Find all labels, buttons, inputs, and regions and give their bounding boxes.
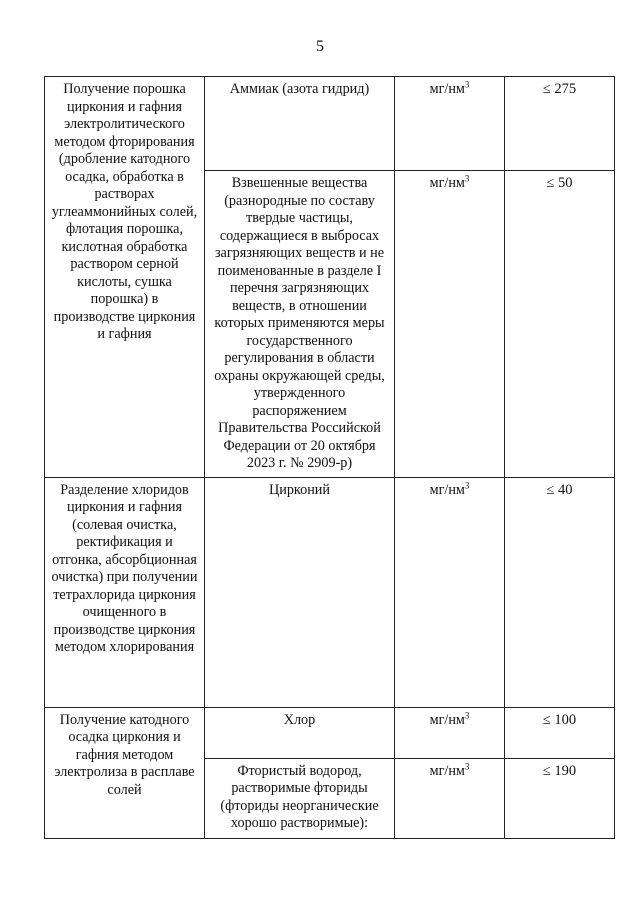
limit-cell: ≤ 190 xyxy=(505,758,615,838)
unit-cell: $мг/нм^3$ xyxy=(395,171,505,478)
unit-cell: $мг/нм^3$ xyxy=(395,77,505,171)
page-number: 5 xyxy=(316,38,324,55)
table-row xyxy=(45,707,615,758)
substance-cell: Хлор xyxy=(205,707,395,758)
unit-cell: $мг/нм^3$ xyxy=(395,477,505,707)
limit-cell: ≤ 50 xyxy=(505,171,615,478)
limit-cell: ≤ 40 xyxy=(505,477,615,707)
substance-cell: Аммиак (азота гидрид) xyxy=(205,77,395,171)
process-cell: Разделение хлоридов циркония и гафния (солевая очистка, ректификация и отгонка, абсорбционная очистка) при получении тетрахлорида циркония очищенного в производстве циркония методом хлорирования xyxy=(45,477,205,707)
unit-cell: $мг/нм^3$ xyxy=(395,707,505,758)
substance-cell: Цирконий xyxy=(205,477,395,707)
limit-cell: ≤ 100 xyxy=(505,707,615,758)
unit-cell: $мг/нм^3$ xyxy=(395,758,505,838)
table-row xyxy=(45,477,615,707)
table-row xyxy=(45,77,615,171)
emission-limits-table xyxy=(44,76,615,839)
limit-cell: ≤ 275 xyxy=(505,77,615,171)
process-cell: Получение порошка циркония и гафния электролитического методом фторирования (дробление катодного осадка, обработка в растворах углеаммонийных солей, флотация порошка, кислотная обработка раствором серной кислоты, сушка порошка) в производстве циркония и гафния xyxy=(45,77,205,478)
substance-cell: Фтористый водород, растворимые фториды (фториды неорганические хорошо растворимые): xyxy=(205,758,395,838)
substance-cell: Взвешенные вещества (разнородные по составу твердые частицы, содержащиеся в выбросах загрязняющих веществ и не поименованные в разделе I перечня загрязняющих веществ, в отношении которых применяются меры государственного регулирования в области охраны окружающей среды, утвержденного распоряжением Правительства Российской Федерации от 20 октября 2023 г. № 2909-р) xyxy=(205,171,395,478)
process-cell: Получение катодного осадка циркония и гафния методом электролиза в расплаве солей xyxy=(45,707,205,838)
